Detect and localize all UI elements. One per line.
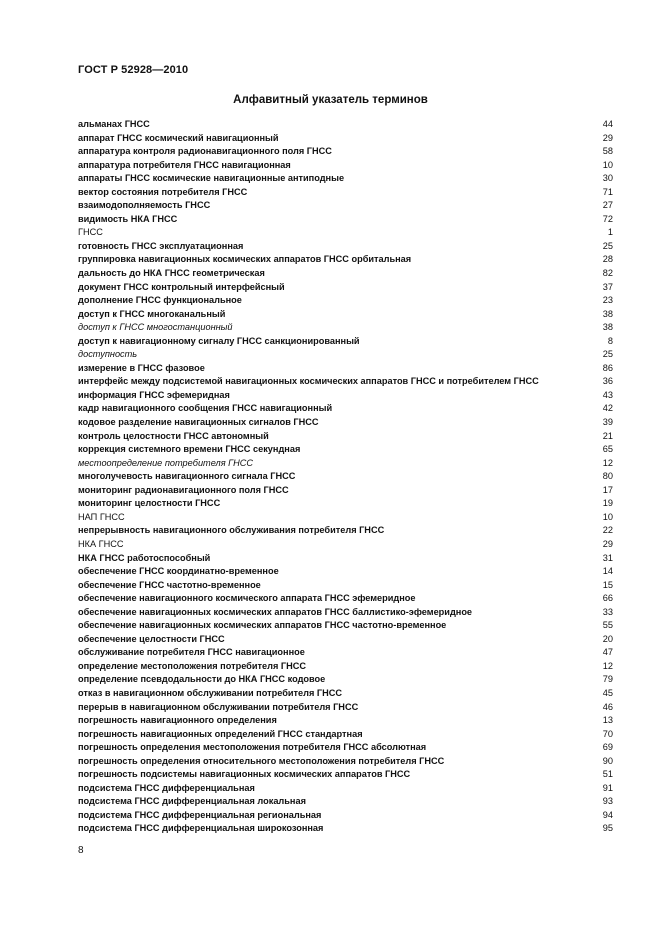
index-term: погрешность навигационных определений ГНСС стандартная [78,728,363,739]
index-entry [78,714,613,728]
index-entry [78,728,613,742]
index-page-ref: 28 [602,254,613,265]
index-term: доступность [78,349,138,360]
index-page-ref: 37 [602,281,613,292]
index-page-ref: 94 [602,809,613,820]
index-page-ref: 31 [602,552,613,563]
index-term: контроль целостности ГНСС автономный [78,430,269,441]
index-term: обеспечение навигационных космических аппаратов ГНСС баллистико-эфемеридное [78,606,473,617]
index-page-ref: 29 [602,132,613,143]
index-term: подсистема ГНСС дифференциальная широкозонная [78,823,324,834]
index-page-ref: 43 [602,389,613,400]
index-term: видимость НКА ГНСС [78,213,178,224]
index-entry [78,552,613,566]
index-page-ref: 30 [602,173,613,184]
index-term: НКА ГНСС [78,538,124,549]
index-entry [78,606,613,620]
index-entry [78,389,613,403]
index-entry [78,497,613,511]
index-entry [78,592,613,606]
index-entry [78,172,613,186]
index-term: аппараты ГНСС космические навигационные антиподные [78,173,345,184]
index-page-ref: 14 [602,566,613,577]
index-term: погрешность навигационного определения [78,715,277,726]
index-entry [78,795,613,809]
index-page-ref: 55 [602,620,613,631]
index-term: кодовое разделение навигационных сигналов ГНСС [78,417,319,428]
index-page-ref: 20 [602,633,613,644]
index-term: подсистема ГНСС дифференциальная локальная [78,796,306,807]
index-page-ref: 38 [602,322,613,333]
index-term: обеспечение навигационных космических аппаратов ГНСС частотно-временное [78,620,447,631]
index-page-ref: 22 [602,525,613,536]
document-id: ГОСТ Р 52928—2010 [78,64,189,76]
index-term: мониторинг радионавигационного поля ГНСС [78,484,289,495]
index-entry [78,294,613,308]
index-page-ref: 36 [602,376,613,387]
index-term: погрешность определения местоположения потребителя ГНСС абсолютная [78,742,427,753]
index-entry [78,213,613,227]
index-page-ref: 15 [602,579,613,590]
index-term: НАП ГНСС [78,511,125,522]
index-term: многолучевость навигационного сигнала ГНСС [78,471,296,482]
index-term: обеспечение ГНСС частотно-временное [78,579,261,590]
index-page-ref: 69 [602,742,613,753]
page-title: Алфавитный указатель терминов [233,94,428,106]
index-term: аппаратура потребителя ГНСС навигационная [78,159,291,170]
index-entry [78,741,613,755]
index-page-ref: 42 [602,403,613,414]
index-entry [78,484,613,498]
index-term: местоопределение потребителя ГНСС [78,457,254,468]
index-page-ref: 44 [602,119,613,129]
index-page-ref: 12 [602,457,613,468]
index-entry [78,281,613,295]
index-page-ref: 25 [602,240,613,251]
index-entry [78,416,613,430]
index-entry [78,768,613,782]
index-page-ref: 46 [602,701,613,712]
index-entry [78,755,613,769]
index-page-ref: 86 [602,362,613,373]
index-term: группировка навигационных космических аппаратов ГНСС орбитальная [78,254,412,265]
index-term: документ ГНСС контрольный интерфейсный [78,281,285,292]
index-term: информация ГНСС эфемеридная [78,389,230,400]
index-entry [78,253,613,267]
index-page-ref: 27 [602,200,613,211]
index-term: аппарат ГНСС космический навигационный [78,132,279,143]
index-entry [78,524,613,538]
index-entry [78,660,613,674]
index-entry [78,633,613,647]
index-term: дополнение ГНСС функциональное [78,295,242,306]
index-term: определение местоположения потребителя ГНСС [78,660,306,671]
index-entry [78,430,613,444]
index-entry [78,308,613,322]
index-entry [78,579,613,593]
index-page-ref: 95 [602,823,613,834]
index-term: обеспечение целостности ГНСС [78,633,225,644]
index-term: дальность до НКА ГНСС геометрическая [78,268,265,279]
index-page-ref: 39 [602,417,613,428]
index-entry [78,375,613,389]
index-page-ref: 21 [602,430,613,441]
index-term: подсистема ГНСС дифференциальная региональная [78,809,322,820]
index-term: вектор состояния потребителя ГНСС [78,186,248,197]
index-term: обслуживание потребителя ГНСС навигационное [78,647,305,658]
index-page-ref: 82 [602,268,613,279]
index-page-ref: 70 [602,728,613,739]
index-entry [78,565,613,579]
index-entry [78,443,613,457]
term-index [78,118,613,836]
index-term: кадр навигационного сообщения ГНСС навигационный [78,403,333,414]
index-term: измерение в ГНСС фазовое [78,362,205,373]
index-term: обеспечение ГНСС координатно-временное [78,566,279,577]
index-term: доступ к навигационному сигналу ГНСС санкционированный [78,335,360,346]
index-term: погрешность определения относительного местоположения потребителя ГНСС [78,755,445,766]
index-page-ref: 90 [602,755,613,766]
index-page-ref: 80 [602,471,613,482]
index-entry [78,619,613,633]
index-page-ref: 17 [602,484,613,495]
index-term: погрешность подсистемы навигационных космических аппаратов ГНСС [78,769,411,780]
index-entry [78,809,613,823]
page-number: 8 [78,845,84,856]
index-page-ref: 29 [602,538,613,549]
index-entry [78,402,613,416]
index-entry [78,348,613,362]
index-page-ref: 66 [602,593,613,604]
index-page-ref: 71 [602,186,613,197]
index-entry [78,226,613,240]
index-entry [78,199,613,213]
index-entry [78,822,613,836]
index-term: подсистема ГНСС дифференциальная [78,782,255,793]
index-entry [78,782,613,796]
index-page-ref: 72 [602,213,613,224]
index-term: НКА ГНСС работоспособный [78,552,211,563]
index-page-ref: 47 [602,647,613,658]
index-entry [78,145,613,159]
index-term: готовность ГНСС эксплуатационная [78,240,244,251]
index-page-ref: 45 [602,687,613,698]
index-page-ref: 8 [607,335,613,346]
index-term: непрерывность навигационного обслуживания потребителя ГНСС [78,525,385,536]
index-page-ref: 10 [602,511,613,522]
index-entry [78,335,613,349]
index-page-ref: 91 [602,782,613,793]
index-term: доступ к ГНСС многостанционный [78,322,233,333]
index-entry [78,457,613,471]
index-term: перерыв в навигационном обслуживании потребителя ГНСС [78,701,359,712]
index-entry [78,159,613,173]
index-term: мониторинг целостности ГНСС [78,498,221,509]
index-term: доступ к ГНСС многоканальный [78,308,226,319]
index-entry [78,701,613,715]
index-entry [78,673,613,687]
index-page-ref: 33 [602,606,613,617]
index-page-ref: 38 [602,308,613,319]
index-entry [78,646,613,660]
index-page-ref: 1 [607,227,613,238]
index-page-ref: 19 [602,498,613,509]
index-entry [78,118,613,132]
index-term: определение псевдодальности до НКА ГНСС кодовое [78,674,326,685]
index-term: отказ в навигационном обслуживании потребителя ГНСС [78,687,342,698]
index-entry [78,186,613,200]
index-term: альманах ГНСС [78,119,150,129]
index-entry [78,240,613,254]
index-term: ГНСС [78,227,103,238]
index-entry [78,470,613,484]
index-term: взаимодополняемость ГНСС [78,200,211,211]
index-page-ref: 10 [602,159,613,170]
index-term: коррекция системного времени ГНСС секундная [78,444,301,455]
index-entry [78,362,613,376]
index-page-ref: 12 [602,660,613,671]
index-entry [78,132,613,146]
index-page-ref: 13 [602,715,613,726]
index-page-ref: 25 [602,349,613,360]
index-page-ref: 51 [602,769,613,780]
index-entry [78,538,613,552]
index-entry [78,267,613,281]
index-term: аппаратура контроля радионавигационного поля ГНСС [78,146,332,157]
index-page-ref: 58 [602,146,613,157]
index-page-ref: 65 [602,444,613,455]
index-entry [78,321,613,335]
index-page-ref: 93 [602,796,613,807]
index-page-ref: 23 [602,295,613,306]
index-entry [78,687,613,701]
index-term: обеспечение навигационного космического аппарата ГНСС эфемеридное [78,593,416,604]
index-term: интерфейс между подсистемой навигационных космических аппаратов ГНСС и потребителем ГНСС [78,376,539,387]
index-entry [78,511,613,525]
index-page-ref: 79 [602,674,613,685]
